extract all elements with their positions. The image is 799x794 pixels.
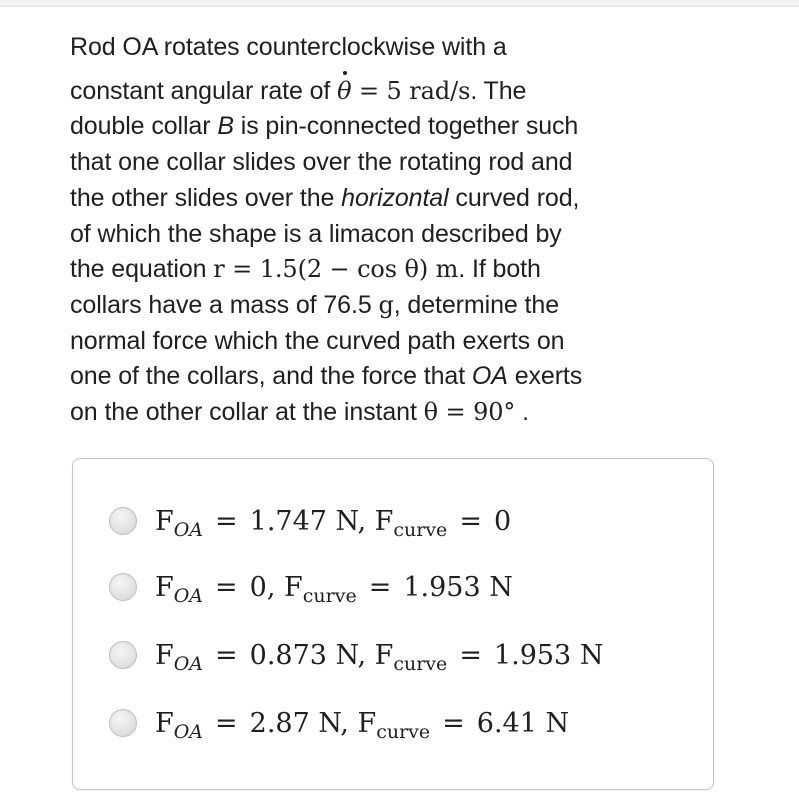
radio-button[interactable]: [109, 507, 137, 535]
radio-button[interactable]: [109, 709, 137, 737]
question-line: double collar B is pin-connected together such: [70, 112, 579, 141]
answer-option-label: $F_{OA} = 2.87$ N, $F_{curve} = 6.41$ N: [155, 707, 570, 743]
question-line: that one collar slides over the rotating rod and: [70, 148, 573, 177]
answer-option-1[interactable]: [109, 501, 699, 541]
question-line: on the other collar at the instant θ = 90° .: [70, 398, 530, 427]
instant-equation: θ = 90°: [423, 398, 516, 427]
answer-option-3[interactable]: [109, 635, 699, 675]
answer-option-label: $F_{OA} = 0$, $F_{curve} = 1.953$ N: [155, 571, 513, 607]
question-line: constant angular rate of θ = 5 rad/s. The: [70, 74, 720, 110]
question-line: Rod OA rotates counterclockwise with a: [70, 33, 507, 61]
question-line: of which the shape is a limacon described by: [70, 219, 562, 248]
top-divider: [0, 0, 799, 7]
answer-option-label: $F_{OA} = 0.873$ N, $F_{curve} = 1.953$ N: [155, 639, 604, 675]
radio-button[interactable]: [109, 573, 137, 601]
question-line: the other slides over the horizontal curved rod,: [70, 183, 580, 212]
theta-dot-symbol: θ: [337, 74, 351, 110]
radio-button[interactable]: [109, 641, 137, 669]
question-line: one of the collars, and the force that OA exerts: [70, 362, 583, 391]
limacon-equation: r = 1.5(2 − cos θ) m: [213, 255, 459, 284]
answer-option-2[interactable]: [109, 567, 699, 607]
question-line: the equation r = 1.5(2 − cos θ) m. If both: [70, 255, 541, 284]
question-line: normal force which the curved path exerts on: [70, 326, 565, 355]
answer-option-label: $F_{OA} = 1.747$ N, $F_{curve} = 0$: [155, 505, 512, 541]
question-line: collars have a mass of 76.5 g, determine the: [70, 290, 559, 319]
answer-options-box: [72, 458, 714, 790]
question-text: [70, 30, 720, 431]
answer-option-4[interactable]: [109, 703, 699, 743]
